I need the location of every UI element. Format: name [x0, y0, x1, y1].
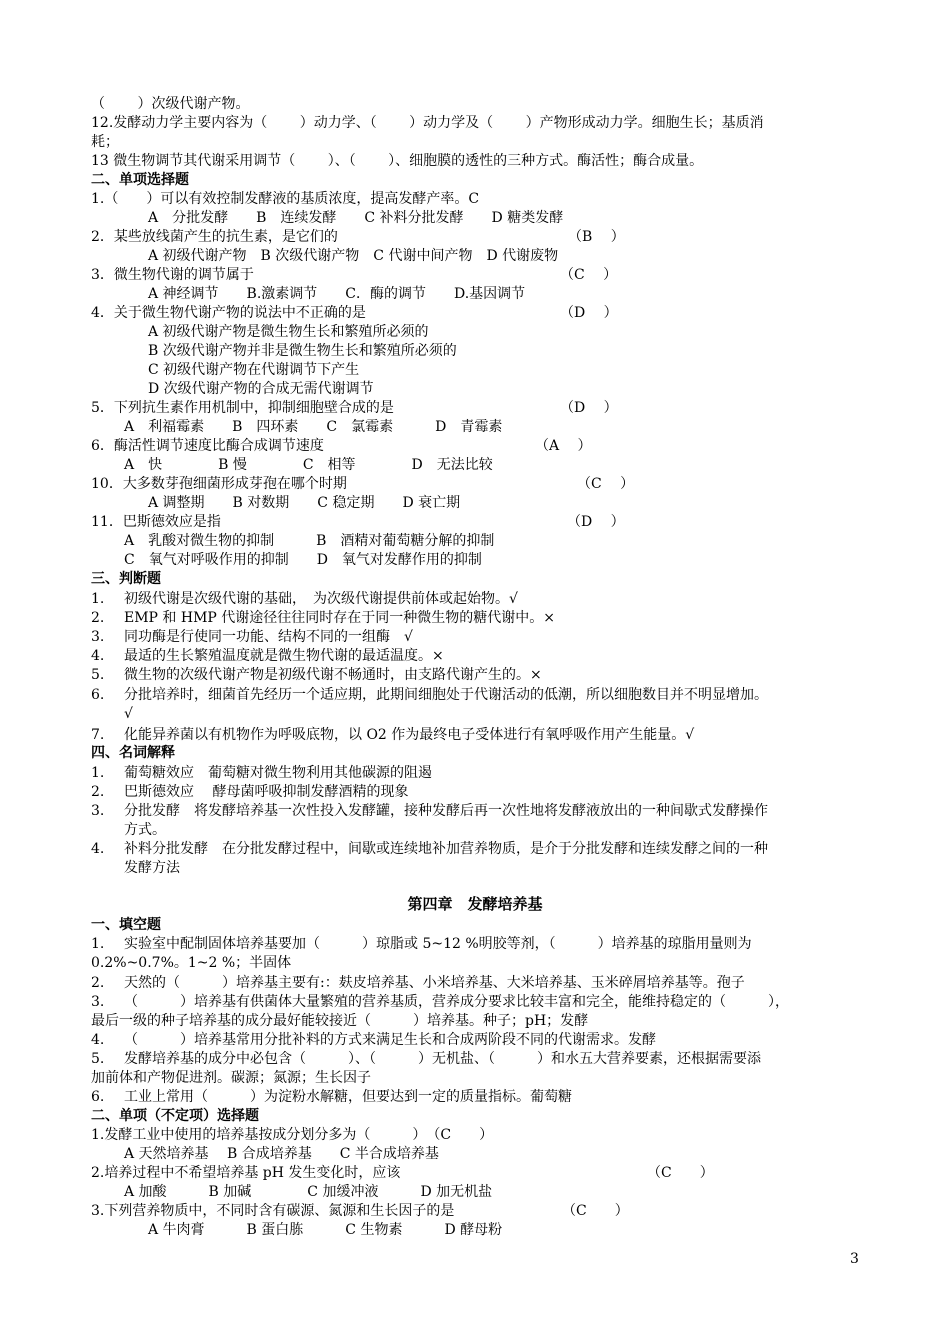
text-line: （D ） — [560, 305, 618, 321]
text-line: 6. — [91, 687, 105, 703]
text-line: 2. — [91, 784, 105, 800]
text-line: 微生物的次级代谢产物是初级代谢不畅通时，由支路代谢产生的。× — [124, 667, 542, 683]
text-line: 1. — [91, 591, 105, 607]
text-line: 1. — [91, 936, 105, 952]
text-line: A 利福霉素 B 四环素 C 氯霉素 D 青霉素 — [124, 419, 503, 435]
text-line: 工业上常用（ ）为淀粉水解糖，但要达到一定的质量指标。葡萄糖 — [124, 1089, 572, 1105]
text-line: 2.培养过程中不希望培养基 pH 发生变化时，应该 — [91, 1165, 401, 1181]
text-line: 同功酶是行使同一功能、结构不同的一组酶 √ — [124, 629, 413, 645]
section-heading: 一、填空题 — [91, 917, 161, 933]
text-line: 巴斯德效应 酵母菌呼吸抑制发酵酒精的现象 — [124, 784, 409, 800]
text-line: A 快 B 慢 C 相等 D 无法比较 — [124, 457, 493, 473]
text-line: （A ） — [535, 438, 592, 454]
text-line: （ ）培养基常用分批补料的方式来满足生长和合成两阶段不同的代谢需求。发酵 — [124, 1032, 656, 1048]
text-line: 天然的（ ）培养基主要有:：麸皮培养基、小米培养基、大米培养基、玉米碎屑培养基等。孢子 — [124, 975, 745, 991]
chapter-title: 第四章 发酵培养基 — [407, 895, 543, 913]
text-line: A 牛肉膏 B 蛋白胨 C 生物素 D 酵母粉 — [148, 1222, 503, 1238]
text-line: B 次级代谢产物并非是微生物生长和繁殖所必须的 — [148, 343, 457, 359]
text-line: 3. — [91, 803, 105, 819]
text-line: 5. — [91, 667, 105, 683]
page-number: 3 — [850, 1251, 859, 1267]
section-heading: 二、单项选择题 — [91, 172, 189, 188]
text-line: A 乳酸对微生物的抑制 B 酒精对葡萄糖分解的抑制 — [124, 533, 495, 549]
text-line: 耗； — [91, 134, 119, 150]
text-line: 4. — [91, 1032, 105, 1048]
text-line: 3.下列营养物质中，不同时含有碳源、氮源和生长因子的是 — [91, 1203, 455, 1219]
section-heading: 四、名词解释 — [91, 745, 175, 761]
text-line: 1.发酵工业中使用的培养基按成分划分多为（ ） （C ） — [91, 1127, 494, 1143]
text-line: 2．某些放线菌产生的抗生素，是它们的 — [91, 229, 338, 245]
section-heading: 三、判断题 — [91, 571, 161, 587]
text-line: 2. — [91, 975, 105, 991]
text-line: 6. — [91, 1089, 105, 1105]
text-line: 11．巴斯德效应是指 — [91, 514, 221, 530]
text-line: （C ） — [647, 1165, 714, 1181]
text-line: A 天然培养基 B 合成培养基 C 半合成培养基 — [124, 1146, 439, 1162]
text-line: 初级代谢是次级代谢的基础， 为次级代谢提供前体或起始物。√ — [124, 591, 518, 607]
text-line: （ ）次级代谢产物。 — [91, 96, 250, 112]
text-line: 分批发酵 将发酵培养基一次性投入发酵罐，接种发酵后再一次性地将发酵液放出的一种间歇式发酵操作 — [124, 803, 768, 819]
text-line: 6．酶活性调节速度比酶合成调节速度 — [91, 438, 324, 454]
text-line: 13 微生物调节其代谢采用调节（ ）、（ ）、细胞膜的透性的三种方式。酶活性；酶合成量。 — [91, 153, 704, 169]
text-line: （D ） — [560, 400, 618, 416]
text-line: （ ）培养基有供菌体大量繁殖的营养基质，营养成分要求比较丰富和完全，能维持稳定的（ ）， — [124, 994, 789, 1010]
text-line: A 分批发酵 B 连续发酵 C 补料分批发酵 D 糖类发酵 — [148, 210, 564, 226]
text-line: （D ） — [567, 514, 625, 530]
section-heading: 二、单项（不定项）选择题 — [91, 1108, 259, 1124]
text-line: A 调整期 B 对数期 C 稳定期 D 衰亡期 — [148, 495, 461, 511]
text-line: C 初级代谢产物在代谢调节下产生 — [148, 362, 360, 378]
text-line: D 次级代谢产物的合成无需代谢调节 — [148, 381, 374, 397]
text-line: 方式。 — [124, 822, 166, 838]
text-line: 1.（ ）可以有效控制发酵液的基质浓度，提高发酵产率。C — [91, 191, 480, 207]
text-line: A 初级代谢产物 B 次级代谢产物 C 代谢中间产物 D 代谢废物 — [148, 248, 559, 264]
text-line: 化能异养菌以有机物作为呼吸底物，以 O2 作为最终电子受体进行有氧呼吸作用产生能量。√ — [124, 727, 695, 743]
text-line: 补料分批发酵 在分批发酵过程中，间歇或连续地补加营养物质，是介于分批发酵和连续发酵之间的一种 — [124, 841, 768, 857]
text-line: A 神经调节 B.激素调节 C．酶的调节 D.基因调节 — [148, 286, 526, 302]
text-line: A 加酸 B 加碱 C 加缓冲液 D 加无机盐 — [124, 1184, 493, 1200]
text-line: 葡萄糖效应 葡萄糖对微生物利用其他碳源的阻遏 — [124, 765, 432, 781]
text-line: 加前体和产物促进剂。碳源；氮源；生长因子 — [91, 1070, 371, 1086]
text-line: 分批培养时，细菌首先经历一个适应期，此期间细胞处于代谢活动的低潮，所以细胞数目并不明显增加。 — [124, 687, 768, 703]
text-line: 0.2%~0.7%。1~2 %；半固体 — [91, 955, 292, 971]
text-line: A 初级代谢产物是微生物生长和繁殖所必须的 — [148, 324, 429, 340]
text-line: √ — [124, 706, 133, 722]
text-line: 3. — [91, 994, 105, 1010]
text-line: （C ） — [560, 267, 618, 283]
text-line: （B ） — [568, 229, 625, 245]
text-line: 2. — [91, 610, 105, 626]
text-line: 1. — [91, 765, 105, 781]
text-line: 5．下列抗生素作用机制中，抑制细胞壁合成的是 — [91, 400, 394, 416]
text-line: 最后一级的种子培养基的成分最好能较接近（ ）培养基。种子；pH；发酵 — [91, 1013, 589, 1029]
text-line: 5. — [91, 1051, 105, 1067]
text-line: 3. — [91, 629, 105, 645]
text-line: 最适的生长繁殖温度就是微生物代谢的最适温度。× — [124, 648, 444, 664]
text-line: 4．关于微生物代谢产物的说法中不正确的是 — [91, 305, 366, 321]
text-line: 4. — [91, 841, 105, 857]
text-line: 发酵方法 — [124, 860, 180, 876]
text-line: 3．微生物代谢的调节属于 — [91, 267, 254, 283]
text-line: （C ） — [577, 476, 635, 492]
text-line: 4. — [91, 648, 105, 664]
text-line: EMP 和 HMP 代谢途径往往同时存在于同一种微生物的糖代谢中。× — [124, 610, 556, 626]
text-line: C 氧气对呼吸作用的抑制 D 氧气对发酵作用的抑制 — [124, 552, 482, 568]
text-line: （C ） — [562, 1203, 629, 1219]
text-line: 10．大多数芽孢细菌形成芽孢在哪个时期 — [91, 476, 347, 492]
text-line: 发酵培养基的成分中必包含（ ）、（ ）无机盐、（ ）和水五大营养要素，还根据需要添 — [124, 1051, 761, 1067]
text-line: 7. — [91, 727, 105, 743]
text-line: 12.发酵动力学主要内容为（ ）动力学、（ ）动力学及（ ）产物形成动力学。细胞生长；基质消 — [91, 115, 764, 131]
text-line: 实验室中配制固体培养基要加（ ）琼脂或 5~12 %明胶等剂，（ ）培养基的琼脂用量则为 — [124, 936, 752, 952]
